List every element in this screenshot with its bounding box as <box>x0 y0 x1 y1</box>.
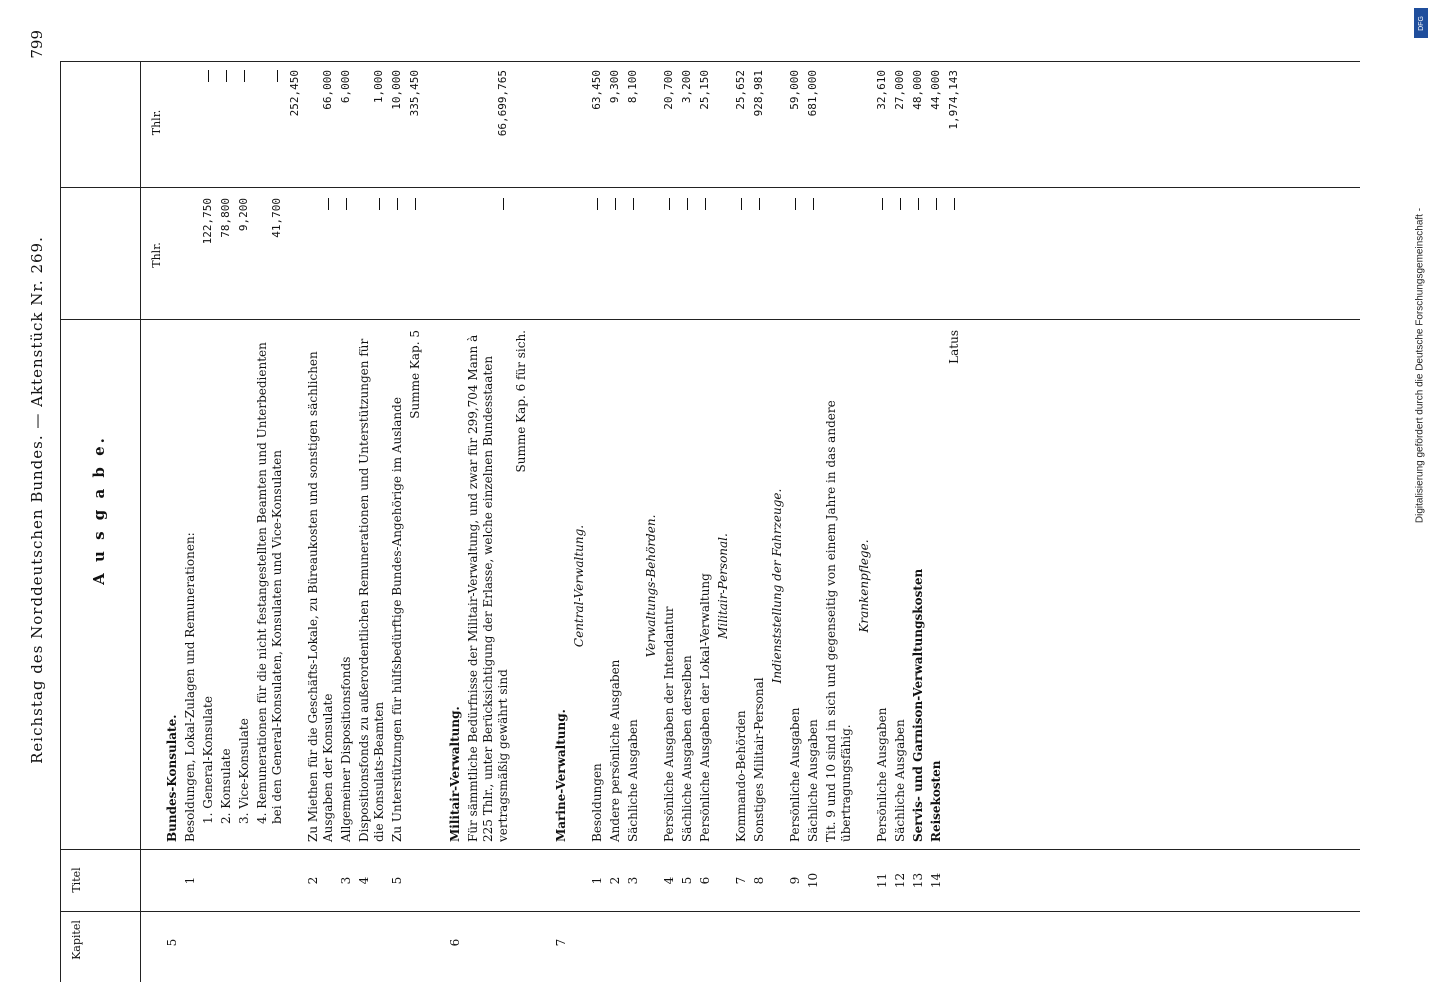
section-heading: A u s g a b e. <box>90 435 108 585</box>
row-subheading: Central-Verwaltung. <box>572 524 586 648</box>
row-description: Sonstiges Militair-Personal <box>752 677 766 842</box>
row-description: Dispositionsfonds zu außerordentlichen Remunerationen und Unterstützungen für die Konsulats-Beamten <box>357 338 386 842</box>
row-thlr2-value: 32,610 <box>875 70 888 110</box>
row-description: Andere persönliche Ausgaben <box>608 659 622 842</box>
row-titel: 5 <box>680 876 694 885</box>
row-thlr1-value: 9,200 <box>237 198 250 232</box>
row-description: Persönliche Ausgaben der Intendantur <box>662 606 676 842</box>
row-thlr2-dash <box>226 70 227 82</box>
header-bottom-rule <box>140 62 141 982</box>
row-heading: Militair-Verwaltung. <box>448 706 462 842</box>
row-thlr2-value: 27,000 <box>893 70 906 110</box>
row-thlr2-value: 59,000 <box>788 70 801 110</box>
row-heading: Marine-Verwaltung. <box>554 709 568 842</box>
row-description: Sächliche Ausgaben <box>893 719 907 842</box>
row-thlr1-dash <box>813 198 814 210</box>
row-subheading: Krankenpflege. <box>857 539 871 633</box>
row-thlr1-dash <box>346 198 347 210</box>
row-thlr1-value: 41,700 <box>270 198 283 238</box>
row-heading: Servis- und Garnison-Verwaltungskosten <box>911 568 925 842</box>
row-thlr2-value: 1,000 <box>372 70 385 104</box>
column-header-thlr-2: Thlr. <box>150 109 163 136</box>
row-thlr1-dash <box>954 198 955 210</box>
row-thlr1-dash <box>900 198 901 210</box>
row-thlr2-value: 3,200 <box>680 70 693 104</box>
row-kapitel: 7 <box>554 938 568 947</box>
row-titel: 11 <box>875 872 889 889</box>
row-description: Zu Miethen für die Geschäfts-Lokale, zu Büreaukosten und sonstigen sächlichen Ausgaben der Konsulate <box>306 351 335 842</box>
row-description: 3. Vice-Konsulate <box>237 718 251 824</box>
digitization-credit: Digitalisierung gefördert durch die Deutsche Forschungsgemeinschaft - <box>1414 207 1426 524</box>
column-header-thlr-1: Thlr. <box>150 242 163 268</box>
row-titel: 12 <box>893 872 907 889</box>
row-thlr1-dash <box>741 198 742 210</box>
row-thlr1-dash <box>687 198 688 210</box>
digitization-sidebar <box>1410 0 1432 1000</box>
row-titel: 10 <box>806 872 820 889</box>
row-description: Persönliche Ausgaben der Lokal-Verwaltung <box>698 573 712 842</box>
row-subheading: Indienststellung der Fahrzeuge. <box>770 488 784 684</box>
row-thlr1-dash <box>615 198 616 210</box>
rule-titel-text <box>60 849 1360 850</box>
row-heading: Reisekosten <box>929 760 943 842</box>
row-description: Persönliche Ausgaben <box>788 707 802 842</box>
row-titel: 9 <box>788 876 802 885</box>
row-titel: 4 <box>662 876 676 885</box>
row-thlr2-value: 8,100 <box>626 70 639 104</box>
row-thlr2-value: 252,450 <box>288 70 301 117</box>
row-thlr2-value: 63,450 <box>590 70 603 110</box>
row-description: Latus <box>947 330 961 364</box>
row-titel: 2 <box>608 876 622 885</box>
row-titel: 13 <box>911 872 925 889</box>
row-titel: 1 <box>590 876 604 885</box>
row-thlr2-dash <box>208 70 209 82</box>
row-description: Für sämmtliche Bedürfnisse der Militair-Verwaltung, und zwar für 299,704 Mann à 225 Thlr., unter Berücksichtigung der Erlasse, welche einzelnen Bundesstaaten vertragsmäßig gewährt sind <box>466 334 510 842</box>
column-header-kapitel: Kapitel <box>70 920 83 960</box>
row-titel: 3 <box>626 876 640 885</box>
row-description: Zu Unterstützungen für hülfsbedürftige Bundes-Angehörige im Auslande <box>390 397 404 842</box>
row-titel: 3 <box>339 876 353 885</box>
row-description: Tit. 9 und 10 sind in sich und gegenseitig von einem Jahre in das andere übertragungsfähig. <box>824 400 853 842</box>
row-description: Summe Kap. 5 <box>408 330 422 419</box>
row-heading: Bundes-Konsulate. <box>165 714 179 842</box>
row-thlr1-value: 122,750 <box>201 198 214 245</box>
row-thlr1-dash <box>633 198 634 210</box>
row-thlr1-dash <box>936 198 937 210</box>
row-description: Sächliche Ausgaben <box>806 719 820 842</box>
row-thlr2-value: 44,000 <box>929 70 942 110</box>
rule-kapitel-titel <box>60 911 1360 912</box>
row-thlr1-dash <box>415 198 416 210</box>
row-description: Allgemeiner Dispositionsfonds <box>339 656 353 842</box>
row-thlr2-value: 1,974,143 <box>947 70 960 130</box>
row-thlr2-dash <box>277 70 278 82</box>
rule-text-thlr1 <box>60 319 1360 320</box>
row-kapitel: 6 <box>448 938 462 947</box>
row-thlr1-dash <box>918 198 919 210</box>
dfg-badge-label: DFG <box>1417 15 1425 31</box>
row-thlr1-dash <box>503 198 504 210</box>
row-titel: 7 <box>734 876 748 885</box>
row-thlr2-value: 928,981 <box>752 70 765 117</box>
row-thlr1-dash <box>597 198 598 210</box>
row-description: Sächliche Ausgaben derselben <box>680 655 694 842</box>
row-thlr2-value: 10,000 <box>390 70 403 110</box>
row-description: Besoldungen, Lokal-Zulagen und Remunerationen: <box>183 532 197 842</box>
row-thlr2-value: 66,000 <box>321 70 334 110</box>
row-thlr1-value: 78,800 <box>219 198 232 238</box>
page-header-title: Reichstag des Norddeutschen Bundes. — Aktenstück Nr. 269. <box>28 236 46 764</box>
row-titel: 2 <box>306 876 320 885</box>
row-description: Besoldungen <box>590 763 604 842</box>
row-thlr2-value: 25,150 <box>698 70 711 110</box>
row-titel: 8 <box>752 876 766 885</box>
row-thlr1-dash <box>795 198 796 210</box>
page-number: 799 <box>28 30 46 59</box>
row-titel: 6 <box>698 876 712 885</box>
row-thlr1-dash <box>379 198 380 210</box>
row-description: Persönliche Ausgaben <box>875 707 889 842</box>
row-subheading: Verwaltungs-Behörden. <box>644 514 658 658</box>
row-description: 4. Remunerationen für die nicht festangestellten Beamten und Unterbedienten bei den General-Konsulaten, Konsulaten und Vice-Konsulaten <box>255 342 284 824</box>
row-thlr1-dash <box>705 198 706 210</box>
rule-right-edge <box>60 61 1360 62</box>
row-titel: 14 <box>929 872 943 889</box>
row-subheading: Militair-Personal. <box>716 533 730 639</box>
row-kapitel: 5 <box>165 938 179 947</box>
row-thlr2-value: 681,000 <box>806 70 819 117</box>
row-thlr2-value: 48,000 <box>911 70 924 110</box>
row-description: 2. Konsulate <box>219 748 233 824</box>
row-description: Summe Kap. 6 für sich. <box>514 330 528 473</box>
row-titel: 4 <box>357 876 371 885</box>
row-thlr1-dash <box>397 198 398 210</box>
row-thlr2-value: 66,699,765 <box>496 70 509 137</box>
row-titel: 5 <box>390 876 404 885</box>
row-thlr1-dash <box>328 198 329 210</box>
row-thlr1-dash <box>759 198 760 210</box>
row-description: Kommando-Behörden <box>734 710 748 842</box>
row-titel: 1 <box>183 876 197 885</box>
row-thlr2-value: 9,300 <box>608 70 621 104</box>
rule-thlr1-thlr2 <box>60 187 1360 188</box>
row-description: Sächliche Ausgaben <box>626 719 640 842</box>
row-thlr2-dash <box>244 70 245 82</box>
row-thlr2-value: 6,000 <box>339 70 352 104</box>
row-thlr2-value: 20,700 <box>662 70 675 110</box>
column-header-titel: Titel <box>70 867 83 893</box>
header-top-rule <box>60 62 61 982</box>
row-thlr1-dash <box>669 198 670 210</box>
row-thlr1-dash <box>882 198 883 210</box>
row-description: 1. General-Konsulate <box>201 696 215 824</box>
row-thlr2-value: 25,652 <box>734 70 747 110</box>
row-thlr2-value: 335,450 <box>408 70 421 117</box>
